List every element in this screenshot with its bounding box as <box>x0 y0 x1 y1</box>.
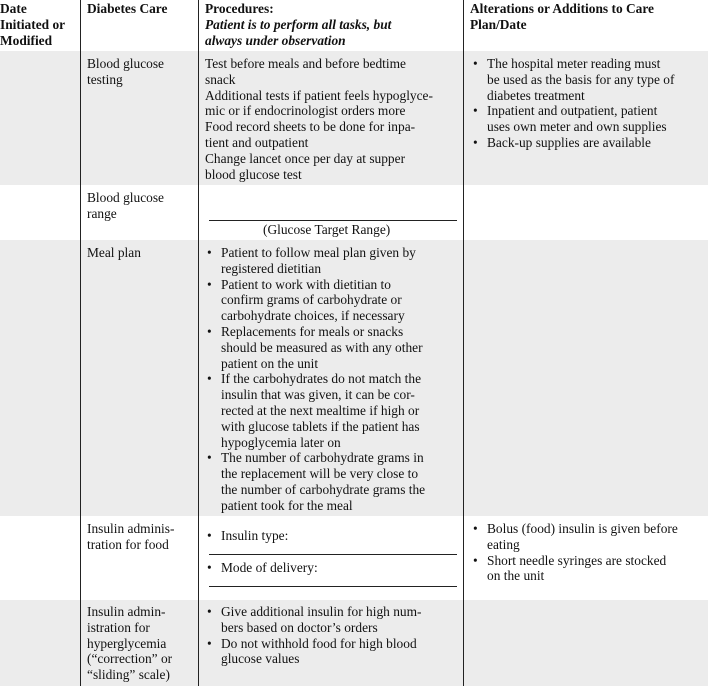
care-label: istration for <box>87 619 150 635</box>
alteration-line: on the unit <box>487 568 545 584</box>
procedure-line: Change lancet once per day at supper <box>205 150 406 166</box>
procedures-cell <box>198 185 463 240</box>
care-cell <box>80 185 198 240</box>
procedure-line: with glucose tablets if the patient has <box>221 418 420 434</box>
header-procedures-note: always under observation <box>205 32 346 48</box>
table-header-row <box>0 0 708 52</box>
procedure-line: glucose values <box>221 651 300 667</box>
alteration-line: eating <box>487 536 520 552</box>
header-alterations-line: Plan/Date <box>470 16 527 32</box>
list-item <box>470 135 706 151</box>
header-date-cell <box>0 0 80 51</box>
procedures-cell <box>198 516 463 600</box>
care-label: (“correction” or <box>87 651 173 667</box>
bullet-icon: • <box>207 245 212 260</box>
procedure-line: snack <box>205 71 236 87</box>
target-range-entry-line[interactable] <box>209 220 457 221</box>
alteration-line: Back-up supplies are available <box>487 134 651 150</box>
care-label: Meal plan <box>87 245 141 260</box>
list-item <box>204 245 462 277</box>
procedure-line: patient on the unit <box>221 355 319 371</box>
table-row <box>0 516 708 601</box>
bullet-icon: • <box>207 371 212 387</box>
list-item <box>470 103 706 135</box>
table-row <box>0 51 708 186</box>
care-label: Insulin adminis- <box>87 521 175 536</box>
care-label: tration for food <box>87 536 169 552</box>
header-date-line: Initiated or <box>0 16 66 32</box>
alterations-cell <box>463 185 708 240</box>
alterations-cell <box>463 51 708 185</box>
list-item <box>204 604 462 636</box>
procedure-line: Food record sheets to be done for inpa- <box>205 119 416 135</box>
date-cell <box>0 516 80 600</box>
header-care-cell <box>80 0 198 51</box>
procedures-cell <box>198 600 463 686</box>
bullet-icon: • <box>207 528 212 543</box>
bullet-icon: • <box>473 521 478 536</box>
header-alterations-line: Alterations or Additions to Care <box>470 1 654 16</box>
procedures-cell <box>198 51 463 185</box>
procedure-line: If the carbohydrates do not match the <box>221 371 422 387</box>
bullet-icon: • <box>207 604 212 619</box>
care-label: testing <box>87 71 123 87</box>
date-cell <box>0 240 80 516</box>
insulin-type-entry-line[interactable] <box>209 554 457 555</box>
list-item <box>470 553 706 585</box>
bullet-icon: • <box>473 552 478 568</box>
list-item <box>204 528 462 544</box>
alteration-line: Bolus (food) insulin is given before <box>487 521 678 536</box>
bullet-icon: • <box>207 450 212 466</box>
procedure-line: insulin that was given, it can be cor- <box>221 387 415 403</box>
procedure-line: the replacement will be very close to <box>221 466 419 482</box>
list-item <box>204 371 462 450</box>
table-row <box>0 240 708 517</box>
table-row <box>0 185 708 241</box>
procedure-line: should be measured as with any other <box>221 339 423 355</box>
list-item <box>204 277 462 324</box>
procedure-line: hypoglycemia later on <box>221 434 341 450</box>
procedure-line: Give additional insulin for high num- <box>221 604 422 619</box>
alteration-line: be used as the basis for any type of <box>487 71 675 87</box>
list-item <box>470 56 706 103</box>
alteration-line: Inpatient and outpatient, patient <box>487 103 658 119</box>
procedures-cell <box>198 240 463 516</box>
insulin-type-label: Insulin type: <box>221 528 289 543</box>
alteration-line: uses own meter and own supplies <box>487 119 667 135</box>
procedure-line: Do not withhold food for high blood <box>221 635 417 651</box>
date-cell <box>0 51 80 185</box>
bullet-icon: • <box>207 323 212 339</box>
bullet-icon: • <box>473 134 478 150</box>
list-item <box>204 560 462 576</box>
alterations-cell <box>463 516 708 600</box>
procedure-line: tient and outpatient <box>205 134 309 150</box>
header-alterations-cell <box>463 0 708 51</box>
care-label: hyperglycemia <box>87 635 167 651</box>
list-item <box>204 324 462 371</box>
procedure-line: Additional tests if patient feels hypoglyce- <box>205 87 433 103</box>
care-cell <box>80 240 198 516</box>
care-label: range <box>87 205 117 221</box>
alteration-line: The hospital meter reading must <box>487 56 661 71</box>
header-procedures-note: Patient is to perform all tasks, but <box>205 16 392 32</box>
procedure-line: rected at the next mealtime if high or <box>221 402 420 418</box>
header-care-label: Diabetes Care <box>87 1 168 16</box>
care-label: “sliding” scale) <box>87 667 170 683</box>
procedure-line: Replacements for meals or snacks <box>221 323 404 339</box>
procedure-line: blood glucose test <box>205 166 302 182</box>
care-label: Blood glucose <box>87 56 164 71</box>
procedure-line: mic or if endocrinologist orders more <box>205 103 406 119</box>
procedure-line: patient took for the meal <box>221 497 353 513</box>
procedure-line: carbohydrate choices, if necessary <box>221 308 405 324</box>
alteration-line: Short needle syringes are stocked <box>487 552 667 568</box>
list-item <box>204 450 462 513</box>
bullet-icon: • <box>473 103 478 119</box>
bullet-icon: • <box>473 56 478 71</box>
list-item <box>470 521 706 553</box>
care-cell <box>80 516 198 600</box>
mode-of-delivery-entry-line[interactable] <box>209 586 457 587</box>
care-label: Insulin admin- <box>87 604 166 619</box>
header-date-line: Date <box>0 1 27 16</box>
procedure-line: confirm grams of carbohydrate or <box>221 292 402 308</box>
glucose-target-range-label: (Glucose Target Range) <box>263 222 391 237</box>
date-cell <box>0 185 80 240</box>
alterations-cell <box>463 600 708 686</box>
procedure-line: bers based on doctor’s orders <box>221 619 378 635</box>
bullet-icon: • <box>207 560 212 575</box>
header-date-line: Modified <box>0 32 53 48</box>
table-row <box>0 600 708 686</box>
procedure-line: Patient to work with dietitian to <box>221 276 391 292</box>
list-item <box>204 636 462 668</box>
header-procedures-title: Procedures: <box>205 1 274 16</box>
mode-of-delivery-label: Mode of delivery: <box>221 560 318 575</box>
bullet-icon: • <box>207 635 212 651</box>
care-cell <box>80 51 198 185</box>
procedure-line: Patient to follow meal plan given by <box>221 245 416 260</box>
bullet-icon: • <box>207 276 212 292</box>
procedure-line: registered dietitian <box>221 260 322 276</box>
care-cell <box>80 600 198 686</box>
care-label: Blood glucose <box>87 190 164 205</box>
alteration-line: diabetes treatment <box>487 87 585 103</box>
header-procedures-cell <box>198 0 463 51</box>
alterations-cell <box>463 240 708 516</box>
date-cell <box>0 600 80 686</box>
procedure-line: the number of carbohydrate grams the <box>221 481 426 497</box>
procedure-line: The number of carbohydrate grams in <box>221 450 424 466</box>
procedure-line: Test before meals and before bedtime <box>205 56 406 71</box>
